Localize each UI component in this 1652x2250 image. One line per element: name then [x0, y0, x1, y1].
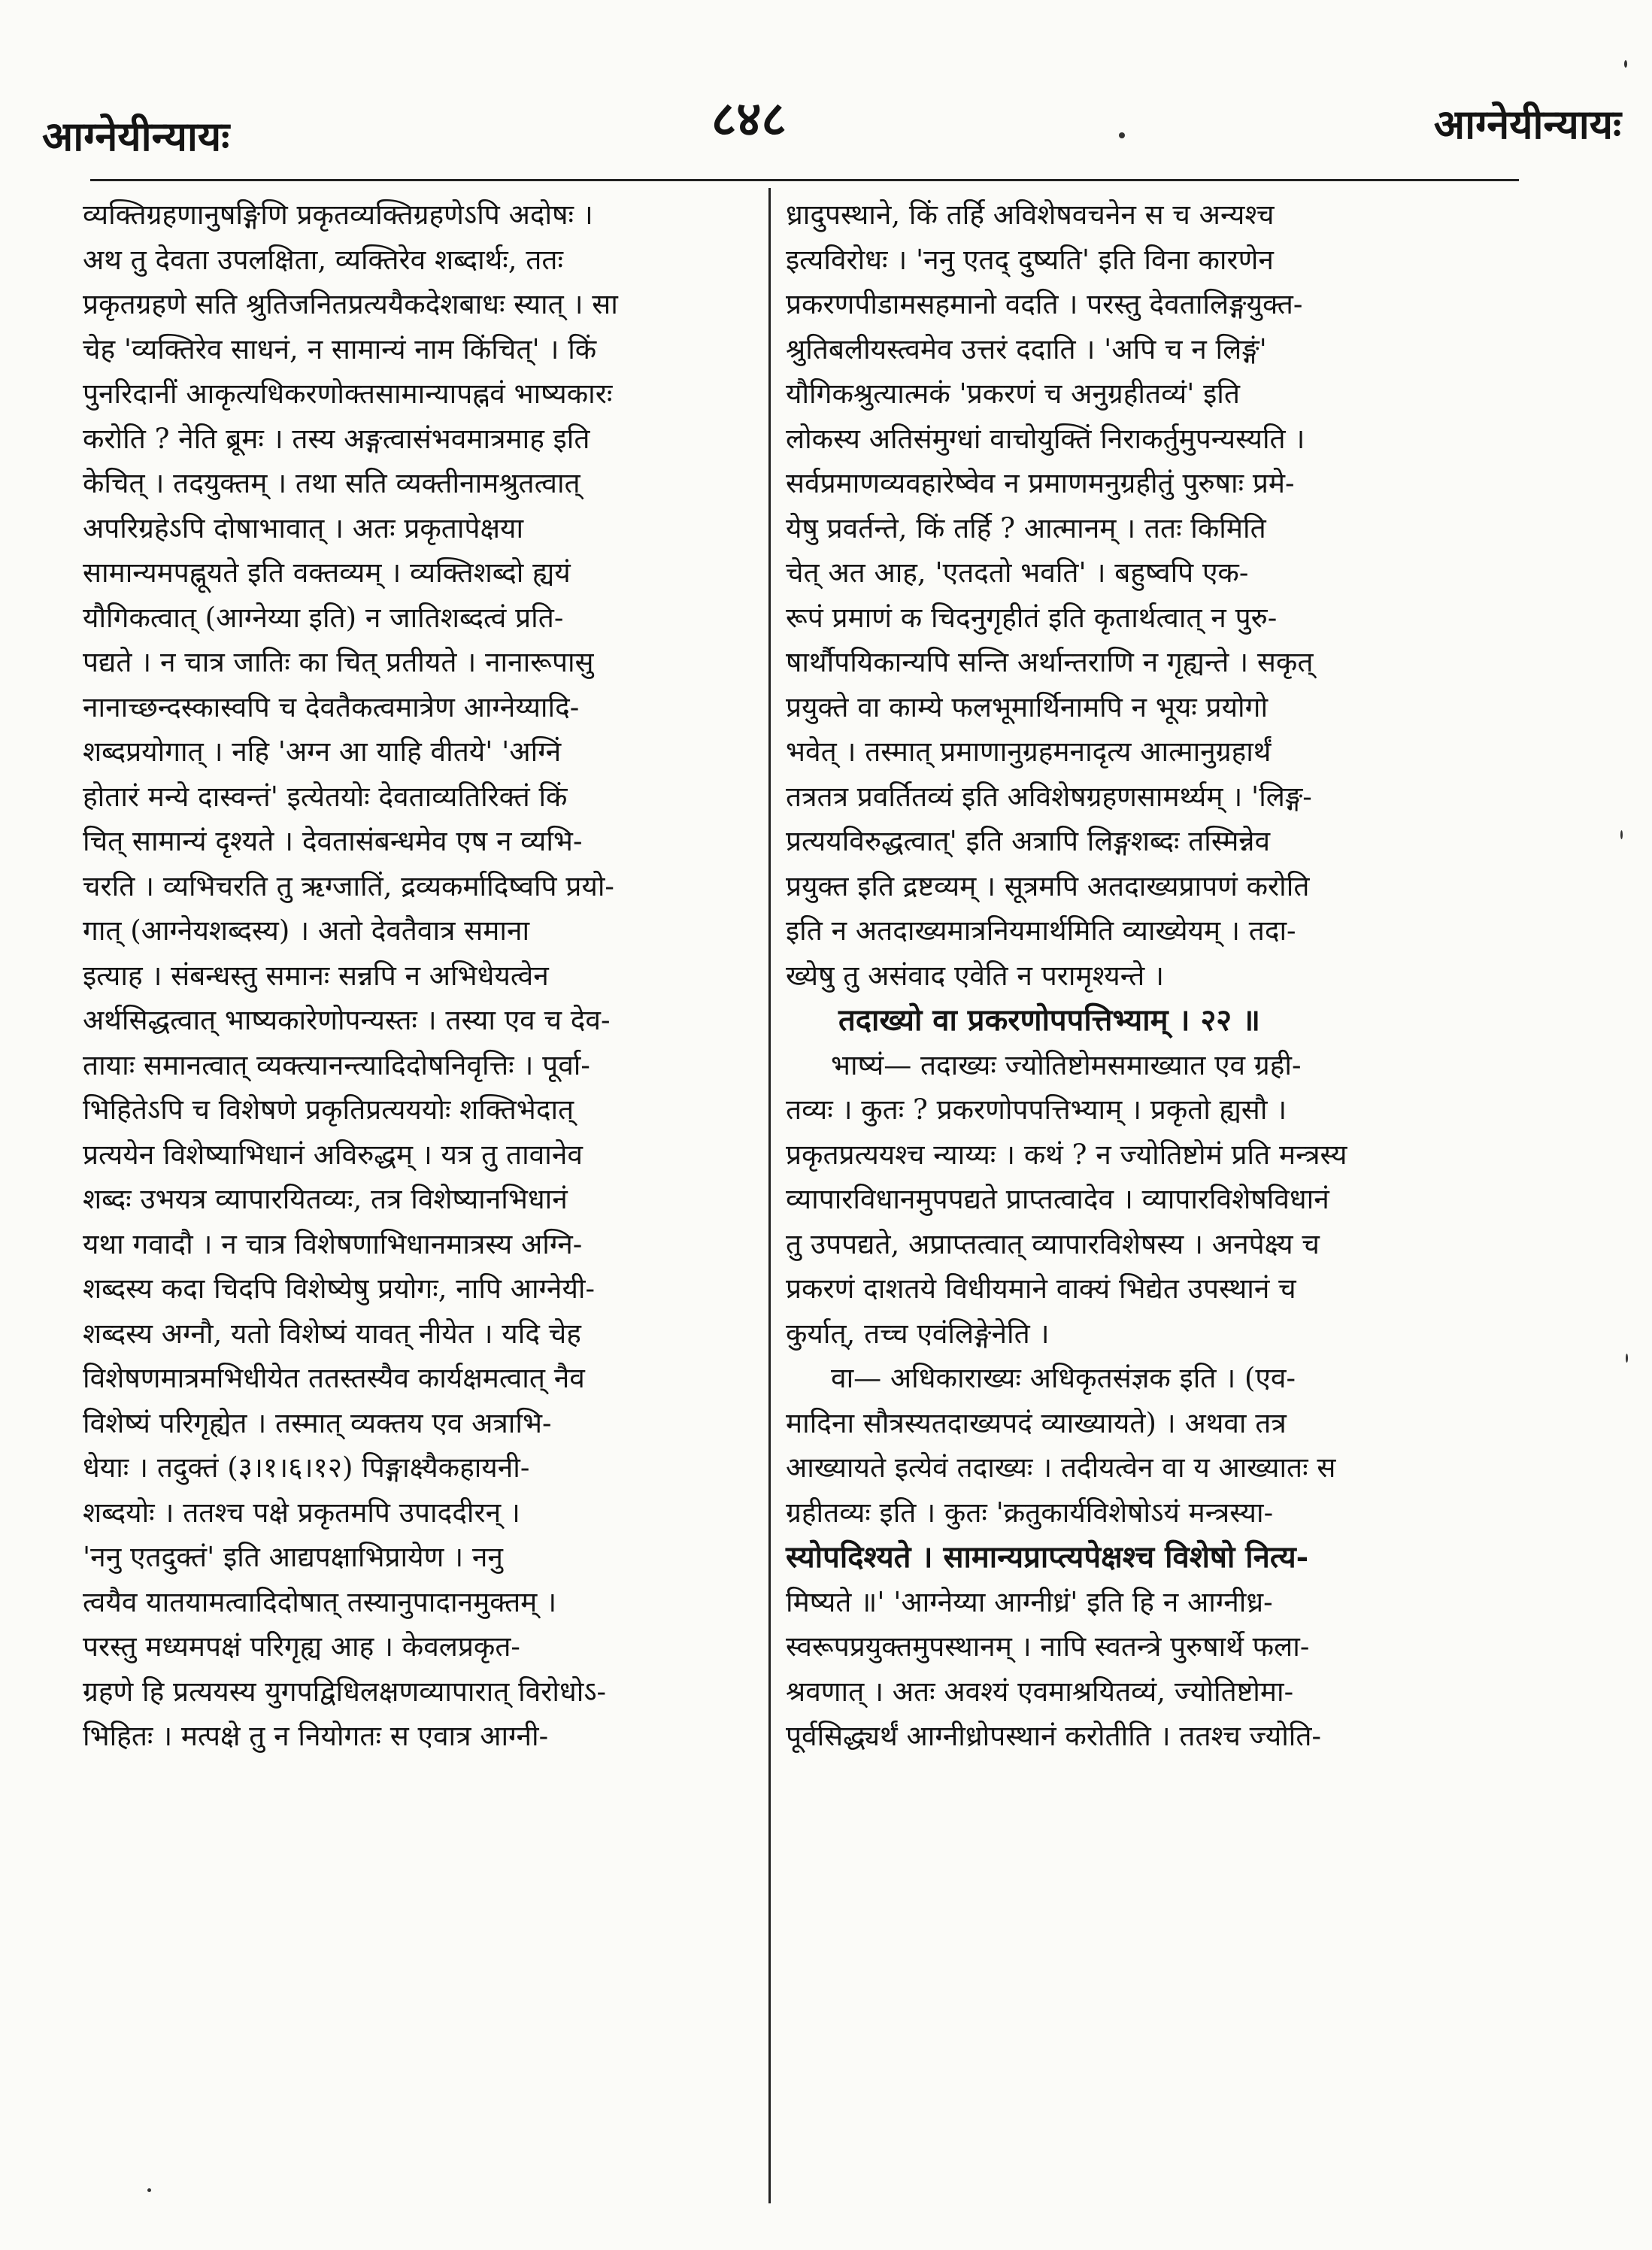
- sutra-heading: तदाख्यो वा प्रकरणोपपत्तिभ्याम् । २२ ॥: [838, 1002, 1260, 1038]
- text-line: तु उपपद्यते, अप्राप्तत्वात् व्यापारविशेषस्य । अनपेक्ष्य च: [786, 1227, 1320, 1260]
- text-line: गात् (आग्नेयशब्दस्य) । अतो देवतैवात्र समाना: [83, 914, 530, 947]
- text-line: शब्दस्य कदा चिदपि विशेष्येषु प्रयोगः, नापि आग्नेयी-: [83, 1272, 595, 1305]
- header-rule: [90, 179, 1519, 181]
- text-line: प्रयुक्ते वा काम्ये फलभूमार्थिनामपि न भूयः प्रयोगो: [786, 690, 1269, 723]
- text-line: कुर्यात्, तच्च एवंलिङ्गेनेति ।: [786, 1317, 1050, 1350]
- text-line: यौगिकश्रुत्यात्मकं 'प्रकरणं च अनुग्रहीतव्यं' इति: [786, 378, 1240, 410]
- text-line: प्रत्ययविरुद्धत्वात्' इति अत्रापि लिङ्गशब्दः तस्मिन्नेव: [786, 825, 1271, 857]
- text-line: आख्यायते इत्येवं तदाख्यः । तदीयत्वेन वा य आख्यातः स: [786, 1451, 1336, 1484]
- text-line: ग्रहणे हि प्रत्ययस्य युगपद्विधिलक्षणव्यापारात् विरोधोऽ-: [83, 1675, 607, 1708]
- text-line: 'ननु एतदुक्तं' इति आद्यपक्षाभिप्रायेण । ननु: [83, 1541, 503, 1573]
- text-line: श्रवणात् । अतः अवश्यं एवमाश्रयितव्यं, ज्योतिष्टोमा-: [786, 1675, 1294, 1708]
- running-title-left: आग्नेयीन्यायः: [42, 112, 230, 160]
- text-line: नानाच्छन्दस्कास्वपि च देवतैकत्वमात्रेण आग्नेय्यादि-: [83, 690, 580, 723]
- text-line: मादिना सौत्रस्यतदाख्यपदं व्याख्यायते) । अथवा तत्र: [786, 1406, 1287, 1439]
- text-line: चरति । व्यभिचरति तु ऋग्जातिं, द्रव्यकर्मादिष्वपि प्रयो-: [83, 869, 614, 902]
- text-line: प्रकरणं दाशतये विधीयमाने वाक्यं भिद्येत उपस्थानं च: [786, 1272, 1296, 1305]
- quoted-verse-line: स्योपदिश्यते । सामान्यप्राप्त्यपेक्षश्च विशेषो नित्य-: [786, 1539, 1309, 1575]
- margin-dot: [1624, 60, 1627, 68]
- commentary-line: वा— अधिकाराख्यः अधिकृतसंज्ञक इति । (एव-: [831, 1362, 1296, 1394]
- text-line: प्रकृतग्रहणे सति श्रुतिजनितप्रत्ययैकदेशबाधः स्यात् । सा: [83, 288, 618, 320]
- text-line: केचित् । तदयुक्तम् । तथा सति व्यक्तीनामश्रुतत्वात्: [83, 467, 580, 499]
- text-line: भवेत् । तस्मात् प्रमाणानुग्रहमनादृत्य आत्मानुग्रहार्थं: [786, 735, 1272, 768]
- text-line: चेत् अत आह, 'एतदतो भवति' । बहुष्वपि एक-: [786, 556, 1249, 589]
- text-line: स्वरूपप्रयुक्तमुपस्थानम् । नापि स्वतन्त्रे पुरुषार्थे फला-: [786, 1630, 1310, 1663]
- text-line: पुनरिदानीं आकृत्यधिकरणोक्तसामान्यापह्नवं भाष्यकारः: [83, 378, 613, 410]
- text-line: शब्दप्रयोगात् । नहि 'अग्न आ याहि वीतये' 'अग्निं: [83, 735, 562, 768]
- text-line: इत्याह । संबन्धस्तु समानः सन्नपि न अभिधेयत्वेन: [83, 959, 549, 992]
- text-line: भिहितेऽपि च विशेषणे प्रकृतिप्रत्यययोः शक्तिभेदात्: [83, 1093, 574, 1126]
- text-line: ग्रहीतव्यः इति । कुतः 'क्रतुकार्यविशेषोऽयं मन्त्रस्या-: [786, 1496, 1274, 1529]
- text-line: प्रकृतप्रत्ययश्च न्याय्यः । कथं ? न ज्योतिष्टोमं प्रति मन्त्रस्य: [786, 1138, 1347, 1171]
- text-line: इति न अतदाख्यमात्रनियमार्थमिति व्याख्येयम् । तदा-: [786, 914, 1296, 947]
- text-line: होतारं मन्ये दास्वन्तं' इत्येतयोः देवताव्यतिरिक्तं किं: [83, 780, 568, 813]
- margin-dot: [1620, 830, 1623, 839]
- text-line: इत्यविरोधः । 'ननु एतद् दुष्यति' इति विना कारणेन: [786, 243, 1274, 276]
- text-line: करोति ? नेति ब्रूमः । तस्य अङ्गत्वासंभवमात्रमाह इति: [83, 422, 590, 455]
- text-line: रूपं प्रमाणं क चिदनुगृहीतं इति कृतार्थत्वात् न पुरु-: [786, 601, 1278, 634]
- text-line: सामान्यमपह्नूयते इति वक्तव्यम् । व्यक्तिशब्दो ह्ययं: [83, 556, 571, 589]
- margin-dot: [147, 2188, 151, 2192]
- text-line: अपरिग्रहेऽपि दोषाभावात् । अतः प्रकृतापेक्षया: [83, 511, 524, 544]
- text-line: यथा गवादौ । न चात्र विशेषणाभिधानमात्रस्य अग्नि-: [83, 1227, 583, 1260]
- text-line: पद्यते । न चात्र जातिः का चित् प्रतीयते । नानारूपासु: [83, 646, 594, 678]
- text-line: सर्वप्रमाणव्यवहारेष्वेव न प्रमाणमनुग्रहीतुं पुरुषाः प्रमे-: [786, 467, 1295, 499]
- text-line: त्वयैव यातयामत्वादिदोषात् तस्यानुपादानमुक्तम् ।: [83, 1585, 557, 1618]
- text-line: श्रुतिबलीयस्त्वमेव उत्तरं ददाति । 'अपि च न लिङ्गं': [786, 332, 1267, 365]
- text-line: धेयाः । तदुक्तं (३।१।६।१२) पिङ्गाक्ष्यैकहायनी-: [83, 1451, 530, 1484]
- text-line: प्रयुक्त इति द्रष्टव्यम् । सूत्रमपि अतदाख्यप्रापणं करोति: [786, 869, 1310, 902]
- text-line: व्यापारविधानमुपपद्यते प्राप्तत्वादेव । व्यापारविशेषविधानं: [786, 1183, 1329, 1215]
- text-line: विशेषणमात्रमभिधीयेत ततस्तस्यैव कार्यक्षमत्वात् नैव: [83, 1362, 585, 1394]
- text-line: ध्रादुपस्थाने, किं तर्हि अविशेषवचनेन स च अन्यश्च: [786, 199, 1275, 231]
- text-line: शब्दस्य अग्नौ, यतो विशेष्यं यावत् नीयेत । यदि चेह: [83, 1317, 581, 1350]
- text-line: येषु प्रवर्तन्ते, किं तर्हि ? आत्मानम् । ततः किमिति: [786, 511, 1266, 544]
- text-line: तत्रतत्र प्रवर्तितव्यं इति अविशेषग्रहणसामर्थ्यम् । 'लिङ्ग-: [786, 780, 1312, 813]
- text-line: षार्थौपयिकान्यपि सन्ति अर्थान्तराणि न गृह्यन्ते । सकृत्: [786, 646, 1314, 678]
- text-line: व्यक्तिग्रहणानुषङ्गिणि प्रकृतव्यक्तिग्रहणेऽपि अदोषः ।: [83, 199, 593, 231]
- header-dot: [1119, 132, 1125, 138]
- right-column: [786, 193, 1478, 1759]
- text-line: शब्दयोः । ततश्च पक्षे प्रकृतमपि उपाददीरन् ।: [83, 1496, 520, 1529]
- text-line: प्रकरणपीडामसहमानो वदति । परस्तु देवतालिङ्गयुक्त-: [786, 288, 1303, 320]
- text-line: शब्दः उभयत्र व्यापारयितव्यः, तत्र विशेष्यानभिधानं: [83, 1183, 568, 1215]
- text-line: प्रत्ययेन विशेष्याभिधानं अविरुद्धम् । यत्र तु तावानेव: [83, 1138, 583, 1171]
- bhashya-line: भाष्यं— तदाख्यः ज्योतिष्टोमसमाख्यात एव ग्रही-: [831, 1048, 1302, 1081]
- text-line: परस्तु मध्यमपक्षं परिगृह्य आह । केवलप्रकृत-: [83, 1630, 520, 1663]
- column-divider: [768, 188, 771, 2203]
- text-line: अर्थसिद्धत्वात् भाष्यकारेणोपन्यस्तः । तस्या एव च देव-: [83, 1004, 611, 1036]
- text-line: विशेष्यं परिगृह्येत । तस्मात् व्यक्तय एव अत्राभि-: [83, 1406, 552, 1439]
- margin-dot: [1626, 1354, 1628, 1363]
- text-line: चित् सामान्यं दृश्यते । देवतासंबन्धमेव एष न व्यभि-: [83, 825, 583, 857]
- text-line: तायाः समानत्वात् व्यक्त्यानन्त्यादिदोषनिवृत्तिः । पूर्वा-: [83, 1048, 590, 1081]
- text-line: चेह 'व्यक्तिरेव साधनं, न सामान्यं नाम किंचित्' । किं: [83, 332, 597, 365]
- text-line: मिष्यते ॥' 'आग्नेय्या आग्नीध्रं' इति हि न आग्नीध्र-: [786, 1585, 1273, 1618]
- text-line: पूर्वसिद्ध्यर्थं आग्नीध्रोपस्थानं करोतीति । ततश्च ज्योति-: [786, 1720, 1321, 1752]
- text-line: अथ तु देवता उपलक्षिता, व्यक्तिरेव शब्दार्थः, ततः: [83, 243, 563, 276]
- text-line: लोकस्य अतिसंमुग्धां वाचोयुक्तिं निराकर्तुमुपन्यस्यति ।: [786, 422, 1305, 455]
- text-line: यौगिकत्वात् (आग्नेय्या इति) न जातिशब्दत्वं प्रति-: [83, 601, 564, 634]
- text-line: भिहितः । मत्पक्षे तु न नियोगतः स एवात्र आग्नी-: [83, 1720, 549, 1752]
- page-header: [42, 84, 1621, 174]
- text-line: ख्येषु तु असंवाद एवेति न परामृश्यन्ते ।: [786, 959, 1165, 992]
- page-number: ८४८: [711, 91, 787, 147]
- running-title-right: आग्नेयीन्यायः: [1433, 100, 1621, 148]
- text-line: तव्यः । कुतः ? प्रकरणोपपत्तिभ्याम् । प्रकृतो ह्यसौ ।: [786, 1093, 1287, 1126]
- left-column: [83, 193, 753, 1759]
